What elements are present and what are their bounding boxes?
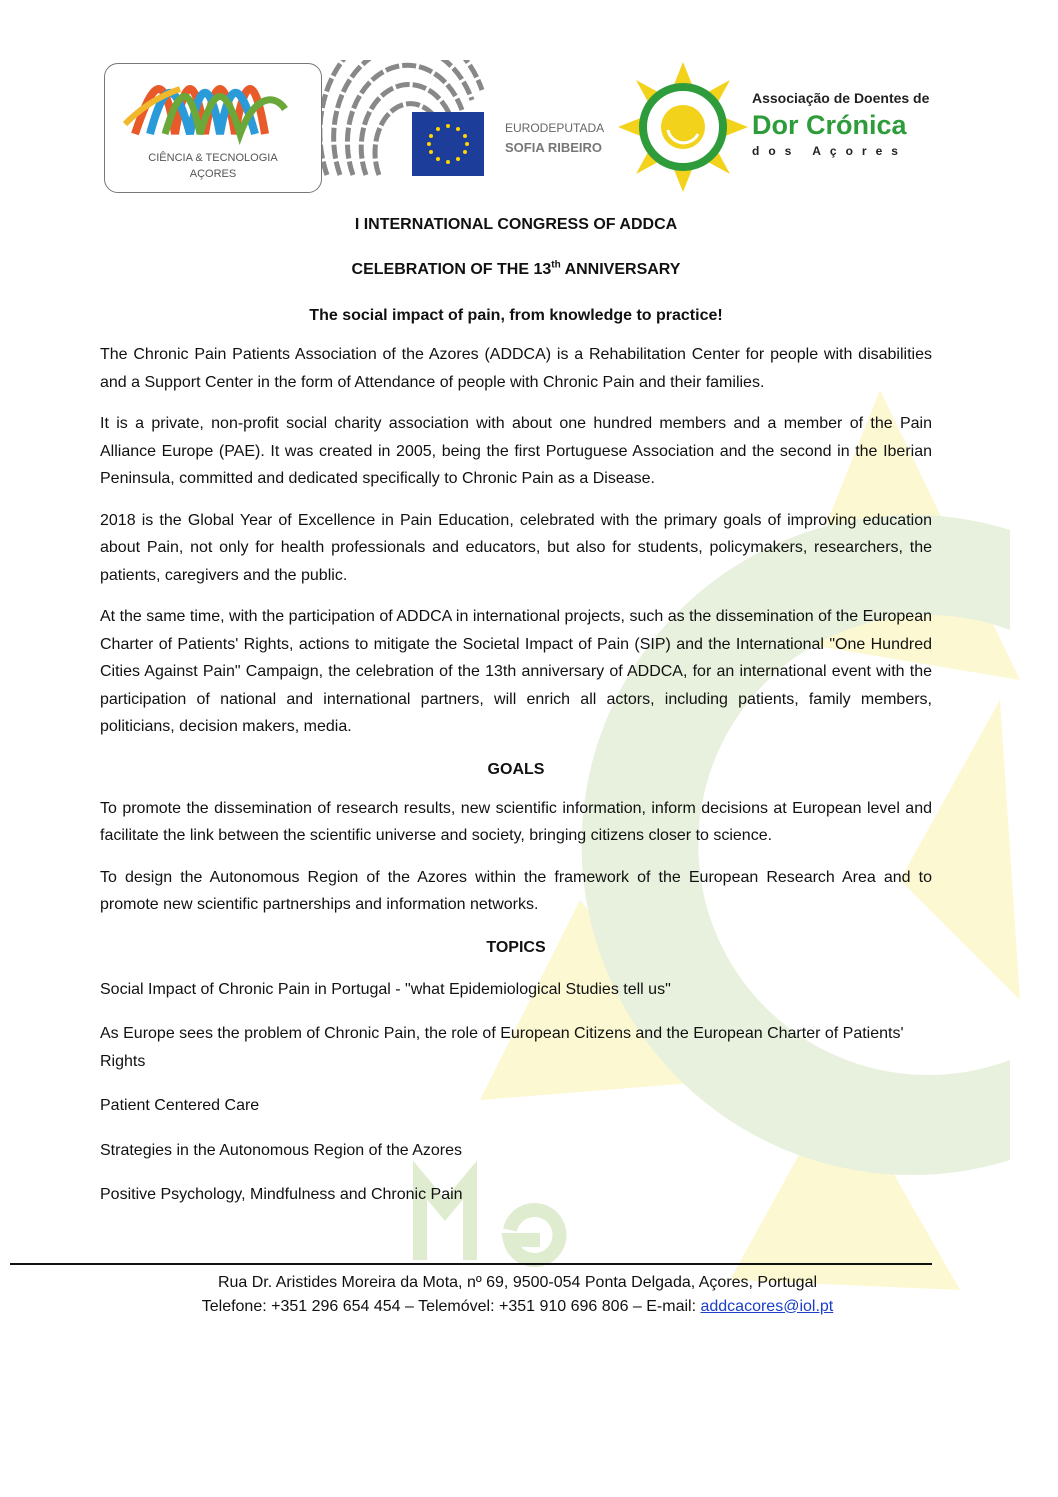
topic-item: As Europe sees the problem of Chronic Pain, the role of European Citizens and the European Charter of Patients' Rights [100, 1025, 904, 1070]
paragraph-intro: The Chronic Pain Patients Association of the Azores (ADDCA) is a Rehabilitation Center for people with disabilities and a Support Center in the form of Attendance of people with Chronic Pain and their families. [100, 346, 932, 391]
addca-line3: dos Açores [752, 144, 907, 158]
topic-item: Patient Centered Care [100, 1097, 260, 1114]
topics-heading: TOPICS [486, 938, 546, 956]
celebration-title [100, 259, 932, 281]
footer-phones: Telefone: +351 296 654 454 – Telemóvel: +351 910 696 806 – E-mail: [201, 1297, 701, 1315]
ct-line1: CIÊNCIA & TECNOLOGIA [148, 152, 278, 164]
addca-logo [752, 88, 970, 160]
paragraph-projects: At the same time, with the participation of ADDCA in international projects, such as the dissemination of the European Charter of Patients' Rights, actions to mitigate the Societal Impact of Pain (SIP) and the International "One Hundred Cities Against Pain" Campaign, the celebration of the 13th anniversary of ADDCA, for an international event with the participation of national and international partners, will enrich all actors, including patients, family members, politicians, decision makers, media. [100, 608, 932, 735]
congress-title: I INTERNATIONAL CONGRESS OF ADDCA [354, 216, 678, 233]
paragraph-global-year: 2018 is the Global Year of Excellence in Pain Education, celebrated with the primary goals of improving education about Pain, not only for health professionals and educators, but also for students, policymakers, researchers, the patients, caregivers and the public. [100, 511, 932, 584]
footer-address: Rua Dr. Aristides Moreira da Mota, nº 69, 9500-054 Ponta Delgada, Açores, Portugal [217, 1273, 818, 1291]
celebration-sup: th [551, 259, 561, 271]
eu-flag-icon [412, 112, 484, 176]
goal-item: To promote the dissemination of research results, new scientific information, inform decisions at European level and facilitate the link between the scientific universe and society, bringing citizens closer to science. [100, 799, 932, 844]
document-body [100, 214, 932, 1209]
topic-item: Positive Psychology, Mindfulness and Chronic Pain [100, 1186, 463, 1203]
goals-heading: GOALS [487, 760, 545, 778]
footer-divider [10, 1263, 932, 1265]
celebration-pre: CELEBRATION OF THE 13 [351, 261, 552, 278]
celebration-post: ANNIVERSARY [560, 261, 681, 278]
eurodeputada-name: SOFIA RIBEIRO [505, 140, 603, 155]
topic-item: Strategies in the Autonomous Region of the Azores [100, 1141, 463, 1159]
footer-contacts [0, 1295, 1035, 1319]
subtitle: The social impact of pain, from knowledge to practice! [309, 307, 723, 324]
addca-line2: Dor Crónica [752, 110, 907, 140]
email-link[interactable]: addcacores@iol.pt [700, 1297, 834, 1315]
paragraph-association: It is a private, non-profit social charity association with about one hundred members and a member of the Pain Alliance Europe (PAE). It was created in 2005, being the first Portuguese Association and the second in the Iberian Peninsula, committed and dedicated specifically to Chronic Pain as a Disease. [100, 415, 932, 487]
addca-line1: Associação de Doentes de [752, 90, 930, 106]
footer [0, 1263, 1058, 1339]
header-logos [100, 60, 970, 200]
eurodeputada-logo [505, 118, 615, 158]
eurodeputada-label: EURODEPUTADA [505, 121, 605, 135]
topic-item: Social Impact of Chronic Pain in Portugal - "what Epidemiological Studies tell us" [100, 980, 671, 998]
sun-flower-icon [618, 62, 748, 192]
ciencia-tecnologia-logo [104, 63, 322, 193]
goal-item: To design the Autonomous Region of the Azores within the framework of the European Research Area and to promote new scientific partnerships and information networks. [100, 868, 932, 913]
ct-line2: AÇORES [189, 168, 237, 180]
helix-icon [105, 64, 321, 150]
